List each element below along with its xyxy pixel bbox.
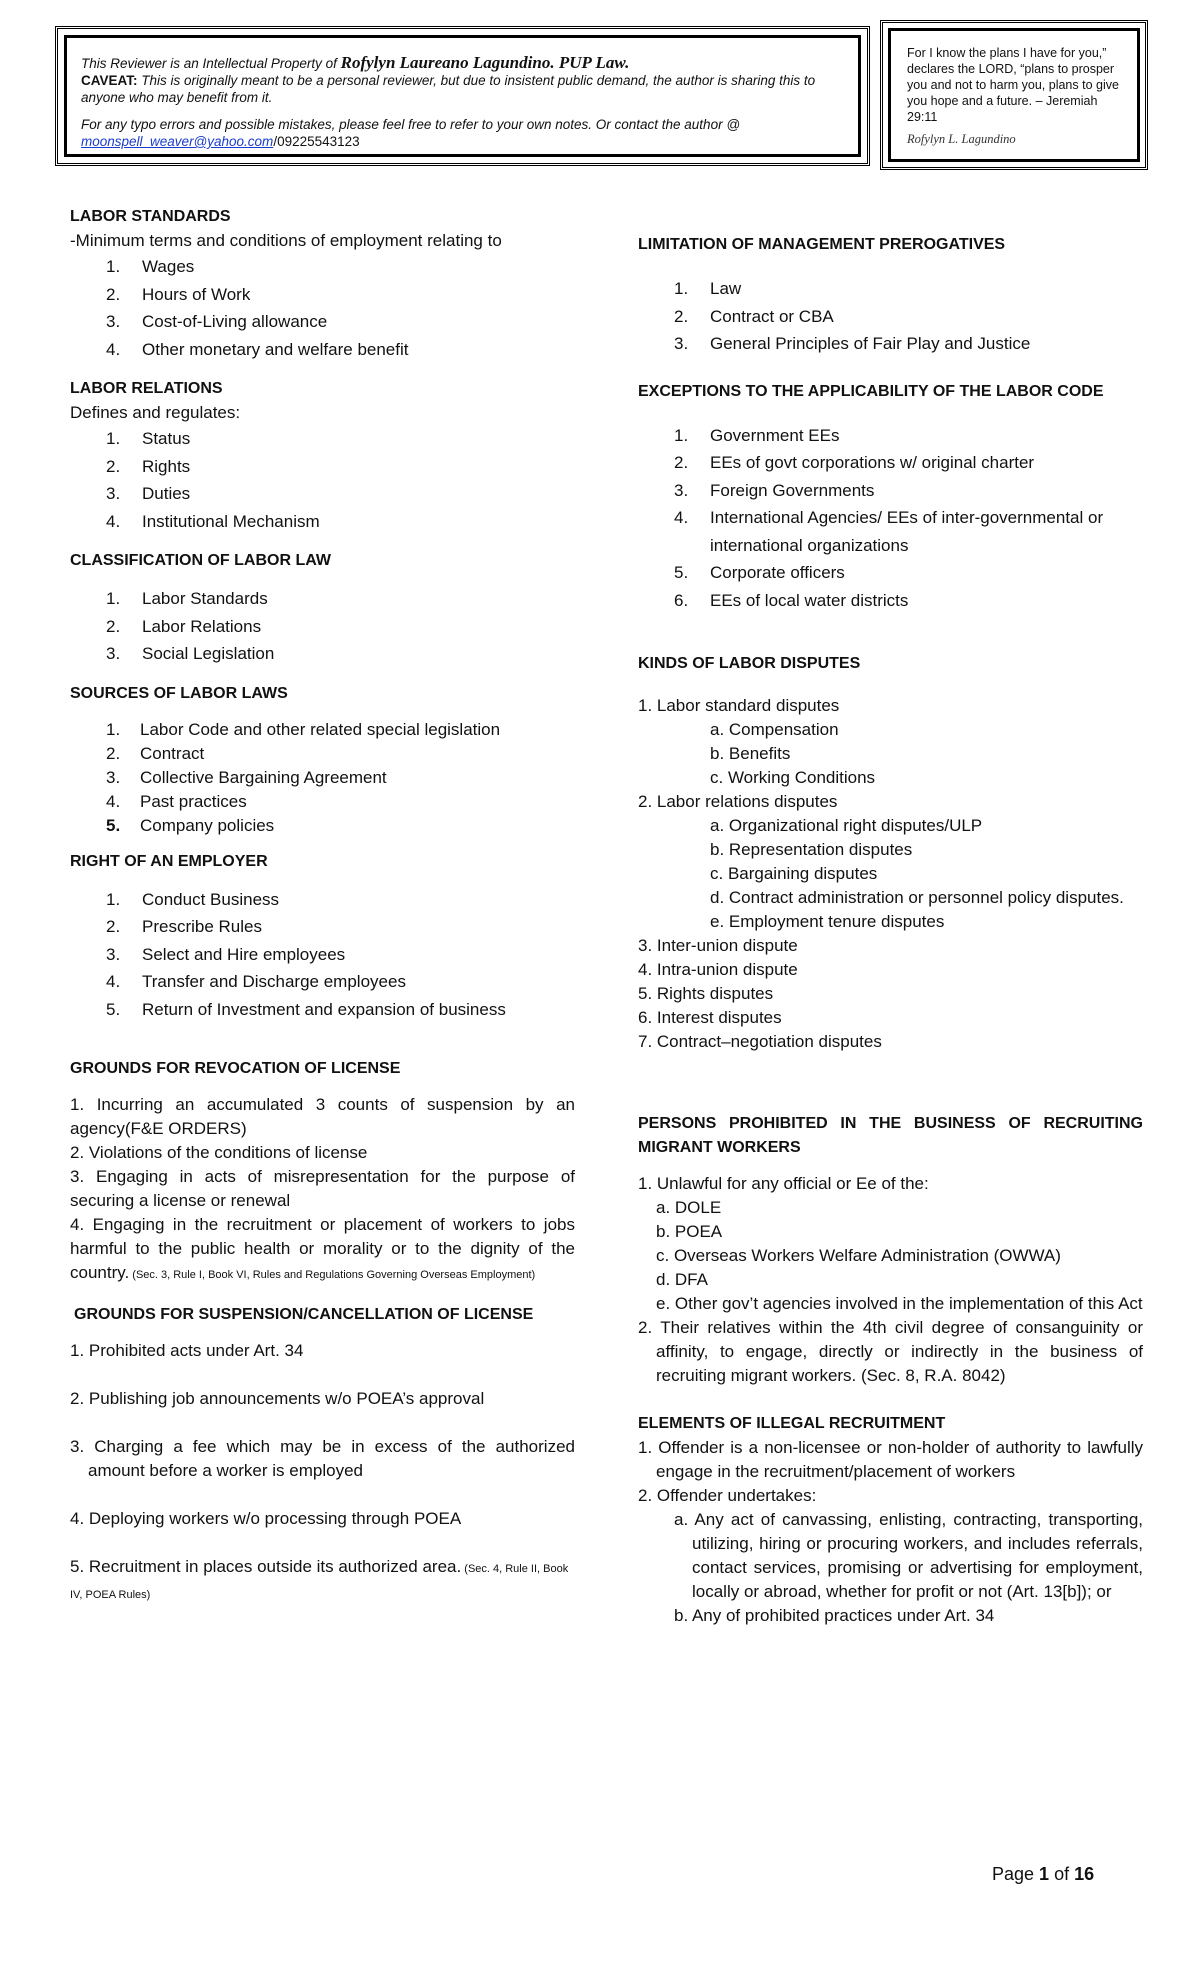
list-item: a. Compensation: [710, 720, 839, 739]
exceptions-list: [638, 422, 1143, 615]
dispute-item-6: 6. Interest disputes: [638, 1008, 782, 1027]
right-column: [638, 233, 1143, 1628]
sources-list: [70, 718, 575, 838]
list-item: 5. Return of Investment and expansion of business: [106, 999, 506, 1019]
suspension-citation: (Sec. 4, Rule II, Book IV, POEA Rules): [70, 1563, 569, 1601]
list-item: 2. EEs of govt corporations w/ original charter: [674, 453, 1035, 472]
illegal-item-1: 1. Offender is a non-licensee or non-holder of authority to lawfully engage in the recruitment/placement of workers: [638, 1438, 1143, 1481]
list-item: 6. EEs of local water districts: [674, 590, 909, 610]
right-employer-list: [70, 886, 575, 1024]
prohibited-subs: [638, 1196, 1143, 1316]
email-link[interactable]: moonspell_weaver@yahoo.com: [81, 134, 274, 149]
revocation-citation: (Sec. 3, Rule I, Book VI, Rules and Regulations Governing Overseas Employment): [129, 1269, 536, 1281]
signature: Rofylyn L. Lagundino: [907, 132, 1016, 146]
suspension-title: GROUNDS FOR SUSPENSION/CANCELLATION OF LICENSE: [74, 1306, 534, 1323]
revocation-item-1: 1. Incurring an accumulated 3 counts of suspension by an agency(F&E ORDERS): [70, 1095, 575, 1138]
suspension-item-2: 2. Publishing job announcements w/o POEA’s approval: [70, 1389, 485, 1408]
list-item: 3. Collective Bargaining Agreement: [106, 767, 387, 787]
list-item: c. Working Conditions: [710, 768, 876, 787]
revocation-title: GROUNDS FOR REVOCATION OF LICENSE: [70, 1060, 401, 1077]
classification-list: [70, 585, 575, 668]
labor-relations-intro: Defines and regulates:: [70, 403, 241, 422]
quote-box: [880, 20, 1148, 170]
list-item: 1. Wages: [106, 257, 195, 276]
labor-standards-list: [70, 253, 575, 363]
illegal-sub-b: b. Any of prohibited practices under Art. 34: [674, 1606, 995, 1625]
contact-line: [81, 116, 844, 133]
list-item: c. Bargaining disputes: [710, 864, 878, 883]
left-column: [70, 205, 575, 1607]
list-item: 2. Prescribe Rules: [106, 917, 262, 936]
list-item: 5. Company policies: [106, 815, 275, 835]
list-item: d. DFA: [656, 1270, 708, 1289]
quote-text: For I know the plans I have for you,” declares the LORD, “plans to prosper you and not to harm you, plans to give you hope and a future. – Jeremiah 29:11: [907, 46, 1119, 124]
quote-inner: [888, 28, 1140, 162]
illegal-sub-a: a. Any act of canvassing, enlisting, contracting, transporting, utilizing, hiring or procuring workers, and includes referrals, contact services, promising or advertising for employment, locally or abroad, whether for profit or not (Art. 13[b]); or: [674, 1510, 1143, 1601]
list-item: c. Overseas Workers Welfare Administration (OWWA): [656, 1246, 1061, 1265]
list-item: 1. Conduct Business: [106, 889, 280, 909]
dispute-item-7: 7. Contract–negotiation disputes: [638, 1032, 882, 1051]
list-item: 2. Contract or CBA: [674, 306, 834, 326]
dispute-item-3: 3. Inter-union dispute: [638, 936, 798, 955]
list-item: a. Organizational right disputes/ULP: [710, 816, 983, 835]
list-item: 5. Corporate officers: [674, 563, 845, 582]
caveat-line: [81, 72, 844, 106]
exceptions-title: EXCEPTIONS TO THE APPLICABILITY OF THE LABOR CODE: [638, 382, 1104, 400]
caveat-label: CAVEAT:: [81, 73, 138, 88]
list-item: 4. Other monetary and welfare benefit: [106, 339, 409, 359]
list-item: b. Benefits: [710, 744, 791, 763]
ownership-line: [81, 54, 844, 72]
limitation-title: LIMITATION OF MANAGEMENT PREROGATIVES: [638, 236, 1006, 253]
contact-text: For any typo errors and possible mistakes, please feel free to refer to your own notes. Or contact the author @: [81, 117, 741, 132]
list-item: 1. Labor Standards: [106, 589, 268, 608]
revocation-item-3: 3. Engaging in acts of misrepresentation for the purpose of securing a license or renewal: [70, 1167, 575, 1210]
labor-standards-intro: -Minimum terms and conditions of employment relating to: [70, 231, 502, 250]
suspension-item-4: 4. Deploying workers w/o processing through POEA: [70, 1509, 462, 1528]
owner-name: Rofylyn Laureano Lagundino. PUP Law.: [340, 53, 630, 72]
dispute-2-subs: [638, 814, 1143, 934]
list-item: 3. General Principles of Fair Play and Justice: [674, 334, 1031, 353]
list-item: 1. Labor Code and other related special legislation: [106, 719, 501, 739]
list-item: 3. Select and Hire employees: [106, 944, 346, 964]
revocation-item-4: 4. Engaging in the recruitment or placement of workers to jobs harmful to the public health or morality or to the dignity of the country. (Sec. 3, Rule I, Book VI, Rules and Regulations Governing Overseas Employment): [70, 1215, 575, 1282]
disputes-title: KINDS OF LABOR DISPUTES: [638, 655, 861, 672]
dispute-1-subs: [638, 718, 1143, 790]
list-item: 1. Law: [674, 279, 742, 298]
labor-standards-title: LABOR STANDARDS: [70, 208, 231, 225]
dispute-item-1: 1. Labor standard disputes: [638, 696, 840, 715]
list-item: 4. Transfer and Discharge employees: [106, 972, 406, 991]
list-item: e. Employment tenure disputes: [710, 912, 945, 931]
list-item: 2. Contract: [106, 743, 205, 763]
list-item: 2. Rights: [106, 456, 191, 476]
prohibited-item-1: 1. Unlawful for any official or Ee of the:: [638, 1174, 929, 1193]
dispute-item-2: 2. Labor relations disputes: [638, 792, 838, 811]
illegal-item-2: 2. Offender undertakes:: [638, 1486, 817, 1505]
dispute-item-4: 4. Intra-union dispute: [638, 960, 798, 979]
prohibited-title: PERSONS PROHIBITED IN THE BUSINESS OF RECRUITING MIGRANT WORKERS: [638, 1115, 1143, 1156]
list-item: 4. Past practices: [106, 791, 247, 811]
list-item: 1. Government EEs: [674, 425, 840, 445]
list-item: 2. Labor Relations: [106, 616, 262, 636]
suspension-item-3: 3. Charging a fee which may be in excess of the authorized amount before a worker is employed: [70, 1437, 575, 1480]
list-item: 3. Cost-of-Living allowance: [106, 312, 328, 331]
labor-relations-list: [70, 425, 575, 535]
list-item: 1. Status: [106, 429, 191, 448]
list-item: 3. Duties: [106, 484, 191, 503]
list-item: d. Contract administration or personnel policy disputes.: [710, 888, 1124, 907]
list-item: 4. International Agencies/ EEs of inter-governmental or international organizations: [674, 508, 1104, 555]
sources-title: SOURCES OF LABOR LAWS: [70, 684, 288, 702]
list-item: 3. Social Legislation: [106, 644, 275, 663]
revocation-item-2: 2. Violations of the conditions of license: [70, 1143, 368, 1162]
list-item: a. DOLE: [656, 1198, 722, 1217]
labor-relations-title: LABOR RELATIONS: [70, 380, 223, 397]
caveat-text: This is originally meant to be a personal reviewer, but due to insistent public demand, the author is sharing this to anyone who may benefit from it.: [81, 73, 816, 105]
classification-title: CLASSIFICATION OF LABOR LAW: [70, 552, 332, 569]
disclaimer-box: [55, 26, 870, 166]
list-item: 4. Institutional Mechanism: [106, 511, 320, 531]
list-item: 3. Foreign Governments: [674, 480, 875, 500]
dispute-item-5: 5. Rights disputes: [638, 984, 774, 1003]
ownership-prefix: This Reviewer is an Intellectual Property of: [81, 56, 341, 71]
disclaimer-inner: [64, 35, 861, 157]
page-number: Page 1 of 16: [992, 1864, 1095, 1884]
right-employer-title: RIGHT OF AN EMPLOYER: [70, 852, 268, 870]
suspension-item-5: 5. Recruitment in places outside its authorized area. (Sec. 4, Rule II, Book IV, POEA Rules): [70, 1557, 569, 1601]
suspension-item-1: 1. Prohibited acts under Art. 34: [70, 1341, 304, 1360]
list-item: 2. Hours of Work: [106, 284, 251, 304]
phone: /09225543123: [273, 134, 360, 149]
illegal-title: ELEMENTS OF ILLEGAL RECRUITMENT: [638, 1415, 946, 1432]
limitation-list: [638, 275, 1143, 358]
list-item: e. Other gov’t agencies involved in the implementation of this Act: [656, 1294, 1143, 1313]
prohibited-item-2: 2. Their relatives within the 4th civil degree of consanguinity or affinity, to engage, directly or indirectly in the business of recruiting migrant workers. (Sec. 8, R.A. 8042): [638, 1318, 1143, 1385]
list-item: b. Representation disputes: [710, 840, 913, 859]
list-item: b. POEA: [656, 1222, 723, 1241]
